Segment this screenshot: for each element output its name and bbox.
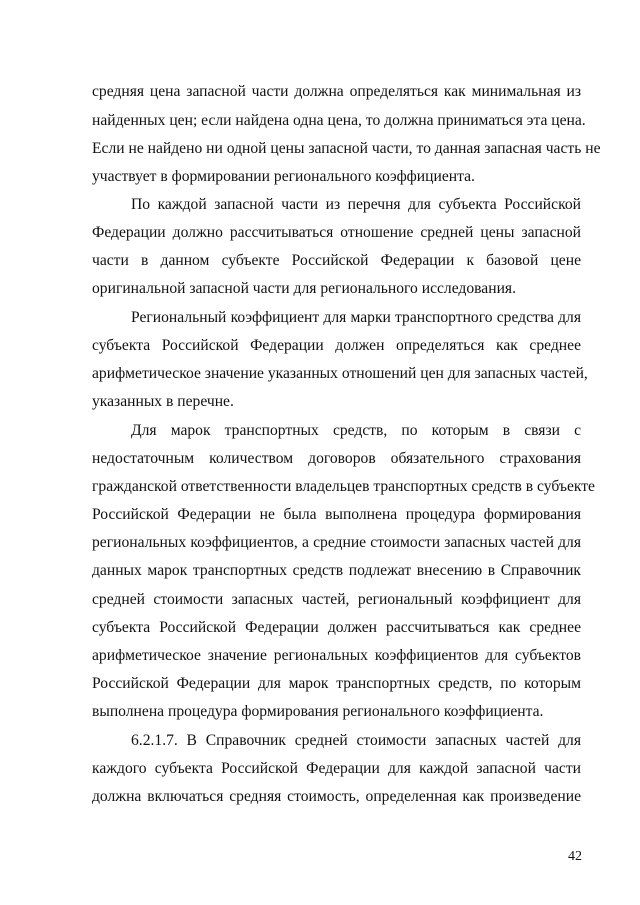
text-line: 6.2.1.7. В Справочник средней стоимости запасных частей для — [131, 732, 581, 749]
text-line: должна включаться средняя стоимость, определенная как произведение — [92, 788, 581, 805]
text-line: Региональный коэффициент для марки транспортного средства для — [131, 309, 581, 326]
text-line: части в данном субъекте Российской Федерации к базовой цене — [92, 252, 581, 269]
text-line: средней стоимости запасных частей, региональный коэффициент для — [92, 591, 581, 608]
text-line: Российской Федерации не была выполнена процедура формирования — [92, 506, 581, 523]
text-line: средняя цена запасной части должна определяться как минимальная из — [92, 83, 581, 100]
text-line: каждого субъекта Российской Федерации для каждой запасной части — [92, 760, 581, 777]
text-line: гражданской ответственности владельцев транспортных средств в субъекте — [92, 478, 595, 495]
text-line: арифметическое значение указанных отношений цен для запасных частей, — [92, 365, 588, 382]
text-line: участвует в формировании регионального коэффициента. — [92, 168, 475, 185]
page-number: 42 — [568, 849, 582, 864]
text-line: По каждой запасной части из перечня для субъекта Российской — [131, 196, 581, 213]
text-line: арифметическое значение региональных коэффициентов для субъектов — [92, 647, 581, 664]
text-line: найденных цен; если найдена одна цена, то должна приниматься эта цена. — [92, 112, 586, 129]
text-line: региональных коэффициентов, а средние стоимости запасных частей для — [92, 534, 581, 551]
text-line: Для марок транспортных средств, по которым в связи с — [131, 422, 581, 439]
text-line: Российской Федерации для марок транспортных средств, по которым — [92, 675, 581, 692]
text-line: недостаточным количеством договоров обязательного страхования — [92, 450, 581, 467]
text-line: данных марок транспортных средств подлежат внесению в Справочник — [92, 562, 581, 579]
text-line: субъекта Российской Федерации должен определяться как среднее — [92, 337, 581, 354]
text-line: Если не найдено ни одной цены запасной части, то данная запасная часть не — [92, 140, 601, 157]
text-line: указанных в перечне. — [92, 393, 234, 410]
text-line: оригинальной запасной части для регионального исследования. — [92, 280, 516, 297]
text-line: выполнена процедура формирования регионального коэффициента. — [92, 703, 544, 720]
text-line: субъекта Российской Федерации должен рассчитываться как среднее — [92, 619, 581, 636]
text-line: Федерации должно рассчитываться отношение средней цены запасной — [92, 224, 581, 241]
